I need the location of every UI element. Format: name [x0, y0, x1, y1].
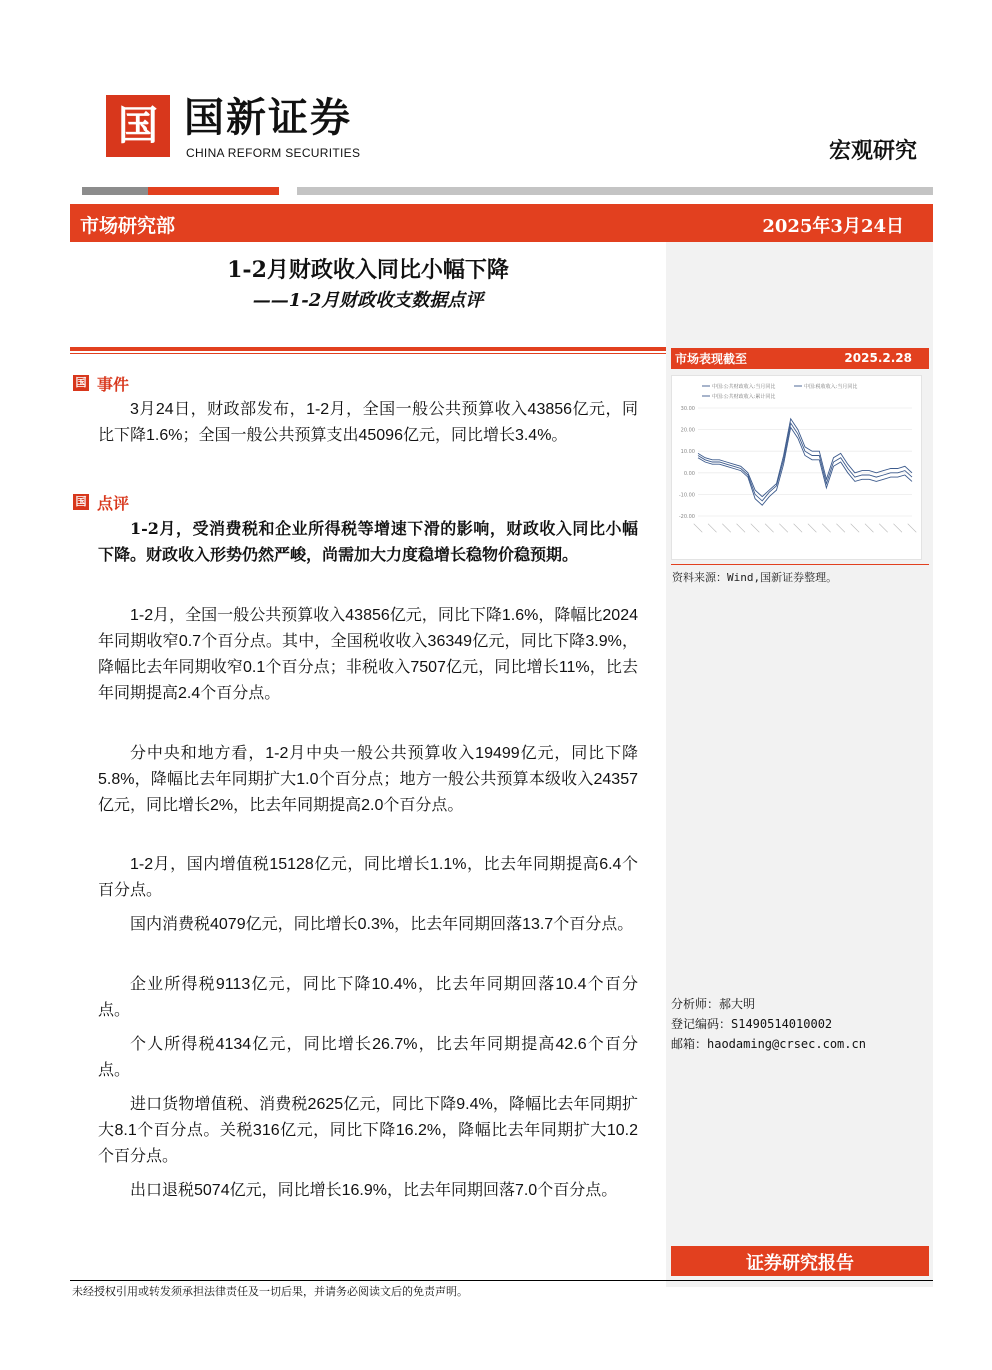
y-tick-label: 0.00: [683, 470, 695, 477]
x-tick-mark: [779, 524, 787, 532]
x-tick-mark: [822, 524, 830, 532]
logo-mark: [106, 95, 170, 157]
logo-english-name: CHINA REFORM SECURITIES: [186, 146, 361, 160]
legend-label: 中国:公共财政收入:累计同比: [712, 394, 776, 400]
x-tick-mark: [808, 524, 816, 532]
x-tick-mark: [893, 524, 901, 532]
comment-paragraph: 企业所得税9113亿元，同比下降10.4%，比去年同期回落10.4个百分点。: [98, 976, 638, 1019]
chart-source: 资料来源：Wind,国新证券整理。: [672, 571, 838, 584]
comment-paragraph: 个人所得税4134亿元，同比增长26.7%，比去年同期提高42.6个百分点。: [98, 1036, 638, 1079]
section-icon: 国: [73, 375, 89, 391]
series-line-1: [698, 423, 912, 501]
x-tick-mark: [708, 524, 716, 532]
event-heading: 事件: [97, 375, 130, 394]
x-tick-mark: [794, 524, 802, 532]
title-rule: [70, 347, 666, 351]
report-tag: 证券研究报告: [746, 1253, 854, 1274]
comment-paragraph: 出口退税5074亿元，同比增长16.9%，比去年同期回落7.0个百分点。: [130, 1182, 618, 1199]
market-date: 2025.2.28: [844, 351, 912, 365]
legend-label: 中国:公共财政收入:当月同比: [712, 384, 776, 390]
x-tick-mark: [865, 524, 873, 532]
x-tick-mark: [737, 524, 745, 532]
y-tick-label: -10.00: [678, 492, 695, 499]
x-tick-mark: [765, 524, 773, 532]
legend-label: 中国:税收收入:当月同比: [804, 384, 858, 390]
header-rule-light: [297, 187, 933, 195]
section-icon: 国: [73, 494, 89, 510]
chart-legend: [702, 383, 857, 400]
header-rule-red: [148, 187, 279, 195]
market-chart: [671, 375, 922, 560]
logo-glyph: 国: [118, 102, 158, 149]
comment-paragraph: 1-2月，全国一般公共预算收入43856亿元，同比下降1.6%，降幅比2024年同期收窄0.7个百分点。其中，全国税收收入36349亿元，同比下降3.9%，降幅比去年同期收窄0.1个百分点；非税收入7507亿元，同比增长11%，比去年同期提高2.4个百分点。: [98, 607, 638, 702]
chart-grid: [698, 408, 912, 516]
y-ticks: [679, 406, 695, 520]
event-paragraph: 3月24日，财政部发布，1-2月，全国一般公共预算收入43856亿元，同比下降1.6%；全国一般公共预算支出45096亿元，同比增长3.4%。: [98, 401, 638, 444]
x-tick-mark: [751, 524, 759, 532]
comment-paragraph: 国内消费税4079亿元，同比增长0.3%，比去年同期回落13.7个百分点。: [130, 916, 634, 933]
y-tick-label: 20.00: [680, 427, 695, 434]
x-tick-mark: [722, 524, 730, 532]
series-line-3: [698, 419, 912, 497]
y-tick-label: -20.00: [678, 514, 695, 520]
series-line-2: [698, 427, 912, 505]
x-tick-mark: [836, 524, 844, 532]
logo-chinese-name: 国新证券: [184, 95, 352, 141]
y-tick-label: 30.00: [680, 406, 695, 412]
disclaimer: 未经授权引用或转发须承担法律责任及一切后果，并请务必阅读文后的免责声明。: [72, 1285, 468, 1298]
chart-underline: [671, 564, 929, 565]
document-type: 宏观研究: [828, 138, 917, 164]
footer-rule: [70, 1280, 933, 1281]
x-tick-mark: [879, 524, 887, 532]
report-title: 1-2月财政收入同比小幅下降: [227, 257, 509, 283]
header-rule-dark: [82, 187, 148, 195]
series-lines: [698, 419, 912, 505]
comment-paragraph: 进口货物增值税、消费税2625亿元，同比下降9.4%，降幅比去年同期扩大8.1个百分点。关税316亿元，同比下降16.2%，降幅比去年同期扩大10.2个百分点。: [98, 1096, 638, 1165]
title-rule-thin: [70, 353, 666, 354]
comment-lead: 1-2月，受消费税和企业所得税等增速下滑的影响，财政收入同比小幅下降。财政收入形势仍然严峻，尚需加大力度稳增长稳物价稳预期。: [98, 519, 638, 564]
x-tick-mark: [694, 524, 702, 532]
department-name: 市场研究部: [80, 215, 176, 237]
x-tick-mark: [908, 524, 916, 532]
analyst-name: 分析师：郝大明: [671, 997, 756, 1011]
x-ticks: [694, 524, 916, 532]
x-tick-mark: [851, 524, 859, 532]
y-tick-label: 10.00: [680, 449, 695, 456]
comment-paragraph: 分中央和地方看，1-2月中央一般公共预算收入19499亿元，同比下降5.8%，降幅比去年同期扩大1.0个百分点；地方一般公共预算本级收入24357亿元，同比增长2%，比去年同期提高2.0个百分点。: [98, 745, 638, 814]
report-subtitle: ——1-2月财政收支数据点评: [252, 290, 484, 311]
market-label: 市场表现截至: [675, 352, 748, 366]
comment-paragraph: 1-2月，国内增值税15128亿元，同比增长1.1%，比去年同期提高6.4个百分点。: [98, 856, 638, 899]
analyst-email[interactable]: 邮箱：haodaming@crsec.com.cn: [671, 1037, 866, 1051]
comment-heading: 点评: [97, 494, 130, 513]
line-chart: [672, 376, 921, 559]
analyst-registration: 登记编码：S1490514010002: [671, 1017, 833, 1031]
report-date: 2025年3月24日: [762, 216, 904, 237]
